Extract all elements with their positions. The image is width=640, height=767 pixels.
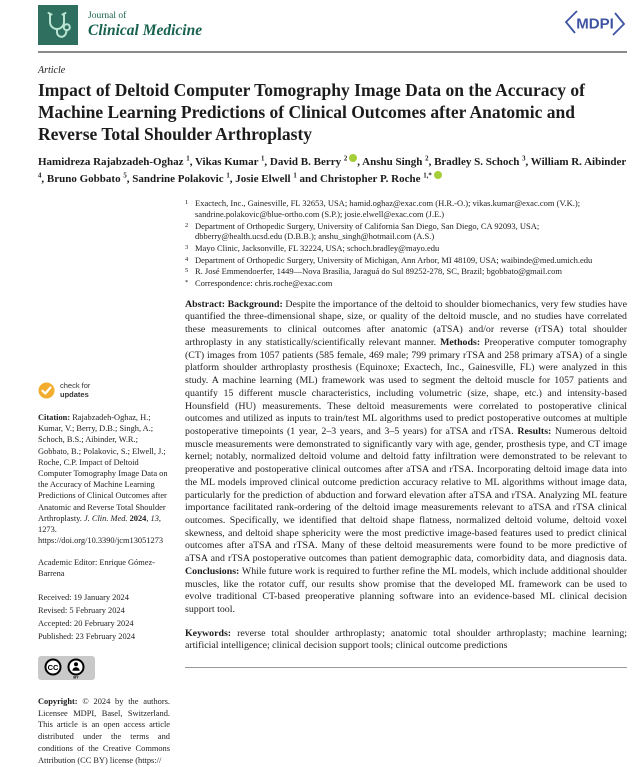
academic-editor: Academic Editor: Enrique Gómez-Barrena — [38, 558, 155, 579]
content-columns — [38, 198, 627, 767]
check-for-updates-label: check for updates — [60, 381, 91, 400]
journal-header — [38, 0, 627, 45]
check-circle-icon — [38, 382, 55, 399]
orcid-icon — [434, 171, 442, 179]
svg-text:CC: CC — [47, 662, 59, 672]
journal-logo — [38, 5, 78, 45]
journal-prefix: Journal of — [88, 10, 127, 21]
affiliation-item: 1 Exactech, Inc., Gainesville, FL 32653, USA; hamid.oghaz@exac.com (H.R.-O.); vikas.kumar@exac.com (V.K.); sandrine.polakovic@blue-ortho.com (S.P.); josie.elwell@exac.com (J.E.) — [185, 198, 581, 219]
keywords-divider — [185, 667, 627, 668]
svg-text:MDPI: MDPI — [576, 15, 614, 32]
article-type-label: Article — [38, 65, 66, 76]
header-divider — [38, 51, 627, 53]
date-line: Revised: 5 February 2024 — [38, 605, 125, 615]
mdpi-logo[interactable] — [563, 8, 627, 43]
affiliation-item: 2 Department of Orthopedic Surgery, University of California San Diego, San Diego, CA 92093, USA; dbberry@health.ucsd.edu (D.B.B.); anshu_singh@hotmail.com (A.S.) — [185, 220, 540, 242]
left-sidebar — [38, 198, 170, 767]
date-line: Published: 23 February 2024 — [38, 631, 136, 641]
authors-line: Hamidreza Rajabzadeh-Oghaz $^1$, Vikas Kumar $^1$, David B. Berry $^2$ , Anshu Singh $^2$, Bradley S. Schoch $^3$, William R. Aibinder $^4$, Bruno Gobbato $^5$, Sandrine Polakovic $^1$, Josie Elwell $^1$ and Christopher P. Roche $^{1,*}$ — [38, 155, 627, 185]
page-title: Impact of Deltoid Computer Tomography Image Data on the Accuracy of Machine Learning Predictions of Clinical Outcomes after Anatomic and Reverse Total Shoulder Arthroplasty — [38, 80, 586, 145]
affiliation-item: 5 R. José Emmendoerfer, 1449—Nova Brasília, Jaraguá do Sul 89252-278, SC, Brazil; bgobbato@gmail.com — [185, 266, 563, 277]
journal-name: Clinical Medicine — [88, 21, 203, 39]
svg-text:BY: BY — [73, 675, 79, 680]
date-line: Received: 19 January 2024 — [38, 592, 129, 602]
cc-by-license-badge[interactable] — [38, 656, 95, 685]
citation-note: Citation: Rajabzadeh-Oghaz, H.; Kumar, V.; Berry, D.B.; Singh, A.; Schoch, B.S.; Aibinder, W.R.; Gobbato, B.; Polakovic, S.; Elwell, J.; Roche, C.P. Impact of Deltoid Computer Tomography Image Data on the Accuracy of Machine Learning Predictions of Clinical Outcomes after Anatomic and Reverse Total Shoulder Arthroplasty. J. Clin. Med. 2024, 13, 1273. https://doi.org/10.3390/jcm13051273 — [38, 413, 168, 546]
stethoscope-icon — [41, 8, 75, 42]
keywords: Keywords: reverse total shoulder arthroplasty; anatomic total shoulder arthroplasty; machine learning; artificial intelligence; clinical decision support tools; clinical outcome predictions — [185, 627, 628, 652]
date-line: Accepted: 20 February 2024 — [38, 618, 134, 628]
affiliations-list — [185, 198, 627, 289]
affiliation-item: 3 Mayo Clinic, Jacksonville, FL 32224, USA; schoch.bradley@mayo.edu — [185, 242, 440, 253]
check-for-updates-badge[interactable] — [38, 381, 118, 399]
dates-list — [38, 591, 170, 643]
affiliation-item: * Correspondence: chris.roche@exac.com — [185, 278, 333, 289]
affiliation-item: 4 Department of Orthopedic Surgery, University of Michigan, Ann Arbor, MI 48109, USA; waibinde@med.umich.edu — [185, 254, 593, 265]
main-column — [185, 198, 627, 767]
copyright-note: Copyright: © 2024 by the authors. Licensee MDPI, Basel, Switzerland. This article is an open access article distributed under the terms and conditions of the Creative Commons Attribution (CC BY) license (https:// — [38, 696, 170, 766]
abstract: Abstract: Background: Despite the importance of the deltoid to shoulder biomechanics, very few studies have quantified the three-dimensional shape, size, or quality of the deltoid muscle, and no studies have correlated these measurements to clinical outcomes after anatomic (aTSA) and/or reverse (rTSA) total shoulder arthroplasty in any statistically/scientifically relevant manner. Methods: Preoperative computer tomography (CT) images from 1057 patients (585 female, 469 male; 799 primary rTSA and 258 primary aTSA) of a single platform shoulder arthroplasty prosthesis (Equinoxe; Exactech, Inc., Gainesville, FL) were analyzed in this study. A machine learning (ML) framework was used to segment the deltoid muscle for 1057 patients and quantify 15 different muscle characteristics, including volumetric (size, shape, etc.) and intensity-based Hounsfield (HU) measurements. These deltoid measurements were correlated to postoperative clinical outcomes and utilized as inputs to train/test ML algorithms used to predict postoperative outcomes at multiple postoperative timepoints (1 year, 2–3 years, and 3–5 years) for aTSA and rTSA. Results: Numerous deltoid muscle measurements were demonstrated to significantly vary with age, gender, prosthesis type, and CT image kernel; notably, normalized deltoid volume and deltoid fatty infiltration were demonstrated to be relevant to preoperative and postoperative clinical outcomes after aTSA and rTSA. Incorporating deltoid image data into the ML models improved clinical outcome prediction accuracy relative to ML algorithms without image data, particularly for the prediction of abduction and forward elevation after aTSA and rTSA. Analyzing ML feature importance facilitated rank-ordering of the deltoid image measurements relevant to aTSA and rTSA clinical outcomes. Specifically, we identified that deltoid shape flatness, normalized deltoid volume, deltoid voxel skewness, and deltoid shape sphericity were the most predictive image-based features used to predict clinical outcomes after aTSA and rTSA. Many of these deltoid measurements were found to be more predictive of aTSA and rTSA postoperative outcomes than patient demographic data, comorbidity data, and diagnosis data. Conclusions: While future work is required to further refine the ML models, which include additional shoulder muscles, like the rotator cuff, our results show promise that the developed ML framework can be used to evolve traditional CT-based preoperative planning software into an evidence-based ML clinical decision support tool. — [185, 298, 627, 616]
journal-title-block — [88, 11, 202, 40]
